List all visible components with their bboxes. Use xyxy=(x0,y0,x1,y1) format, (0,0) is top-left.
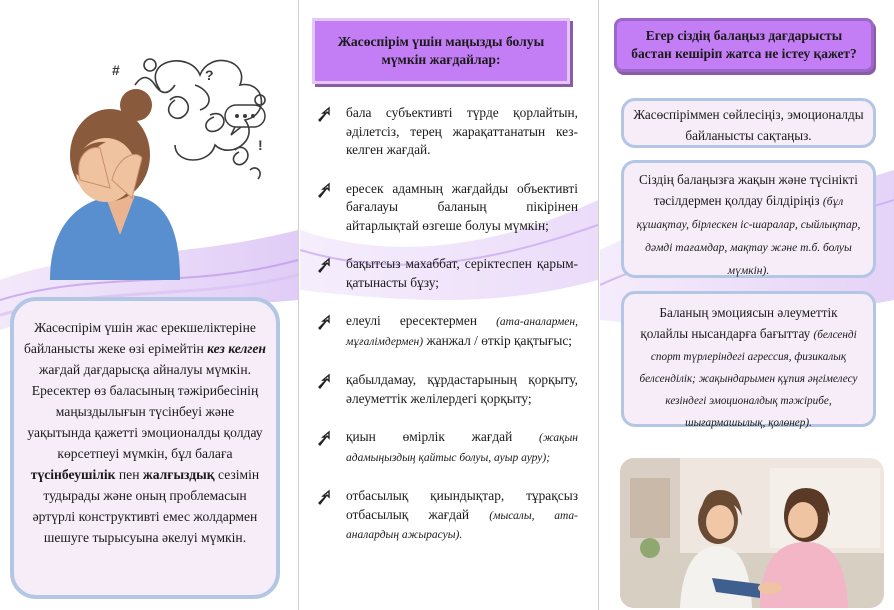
stressed-teen-illustration xyxy=(10,30,290,280)
right-panel xyxy=(600,0,894,610)
advice-box-redirect xyxy=(621,291,876,427)
arrow-bullet-icon xyxy=(316,429,334,447)
list-item-note: (жақын адамыңыздың қайтыс болуы, ауыр ауру); xyxy=(346,432,578,464)
list-item xyxy=(314,371,578,408)
situations-heading-box xyxy=(312,18,570,84)
advice-box-note: (белсенді спорт түрлеріндегі агрессия, физикалық белсенділік; жақындарымен құпия әңгімелесу кезіндегі эмоционалдық тәжірибе, шығармашылық, қолөнер). xyxy=(639,329,858,429)
list-item-text: қиын өмірлік жағдай xyxy=(346,429,539,444)
advice-box-text: Жасөспіріммен сөйлесіңіз, эмоционалды байланысты сақтаңыз. xyxy=(633,107,864,143)
svg-text:!: ! xyxy=(258,137,263,153)
arrow-bullet-icon xyxy=(316,105,334,123)
list-item-text: бала субъективті түрде қорлайтын, әділетсіз, терең жарақаттанатын кез-келген жағдай. xyxy=(346,105,578,157)
list-item xyxy=(314,180,578,236)
mother-daughter-photo xyxy=(620,458,884,608)
list-item xyxy=(314,104,578,160)
intro-text-4: сезімін тудырады және оның проблемасын әртүрлі конструктивті емес жолдармен шешуге тырысуына әкелуі мүмкін. xyxy=(32,467,260,545)
list-item xyxy=(314,428,578,467)
advice-box-talk xyxy=(621,98,876,148)
intro-text-1: Жасөспірім үшін жас ерекшеліктеріне байланысты жеке өзі ерімейтін xyxy=(24,320,256,356)
advice-box-text: Баланың эмоциясын әлеуметтік қолайлы нысандарға бағыттау xyxy=(640,305,838,341)
intro-emphasis-1: кез келген xyxy=(207,341,266,356)
arrow-bullet-icon xyxy=(316,372,334,390)
list-item-text: ересек адамның жағдайды объективті бағалауы баланың пікірінен айтарлықтай өзгеше болуы мүмкін; xyxy=(346,180,578,233)
arrow-bullet-icon xyxy=(316,181,334,199)
list-item-text: бақытсыз махаббат, серіктеспен қарым-қатынасты бұзу; xyxy=(346,256,578,290)
panel-divider-1 xyxy=(298,0,299,610)
list-item-text-2: жанжал / өткір қақтығыс; xyxy=(423,332,572,348)
list-item-note: (ата-аналармен, мұғалімдермен) xyxy=(346,316,578,348)
intro-emphasis-2: түсінбеушілік xyxy=(30,467,116,482)
advice-box-text: Сіздің балаңызға жақын және түсінікті тәсілдермен қолдау білдіріңіз xyxy=(639,172,858,208)
list-item-text: елеулі ересектермен xyxy=(346,313,497,328)
list-item-text: қабылдамау, құрдастарының қорқыту, әлеуметтік желілердегі қорқыту; xyxy=(346,372,578,406)
advice-heading: Егер сіздің балаңыз дағдарысты бастан кешіріп жатса не істеу қажет? xyxy=(631,28,857,61)
advice-box-support xyxy=(621,160,876,278)
list-item-text: отбасылық қиындықтар, тұрақсыз отбасылық жағдай xyxy=(346,488,578,522)
intro-text-2: жағдай дағдарысқа айналуы мүмкін. Ересектер өз баласының тәжірибесінің маңыздылығын түсінбеуі және уақытында қажетті эмоционалды қолдау көрсетпеуі мүмкін, бұл балаға xyxy=(27,362,263,461)
intro-text-3: пен xyxy=(115,467,143,482)
arrow-bullet-icon xyxy=(316,256,334,274)
list-item xyxy=(314,255,578,292)
situations-heading: Жасөспірім үшін маңызды болуы мүмкін жағдайлар: xyxy=(337,34,545,67)
list-item xyxy=(314,487,578,545)
panel-divider-2 xyxy=(598,0,599,610)
arrow-bullet-icon xyxy=(316,313,334,331)
advice-box-note: (бұл құшақтау, бірлескен іс-шаралар, сыйлықтар, дәмді тағамдар, мақтау және т.б. болуы мүмкін). xyxy=(636,196,861,277)
arrow-bullet-icon xyxy=(316,488,334,506)
middle-panel xyxy=(300,0,598,610)
list-item xyxy=(314,312,578,351)
advice-heading-box xyxy=(614,18,874,72)
situations-list xyxy=(314,104,578,565)
svg-text:#: # xyxy=(112,62,120,78)
intro-emphasis-3: жалғыздық xyxy=(142,467,215,482)
intro-callout xyxy=(10,297,280,599)
left-panel xyxy=(0,0,298,610)
svg-text:?: ? xyxy=(205,67,214,83)
list-item-note: (мысалы, ата-аналардың ажырасуы). xyxy=(346,509,579,541)
